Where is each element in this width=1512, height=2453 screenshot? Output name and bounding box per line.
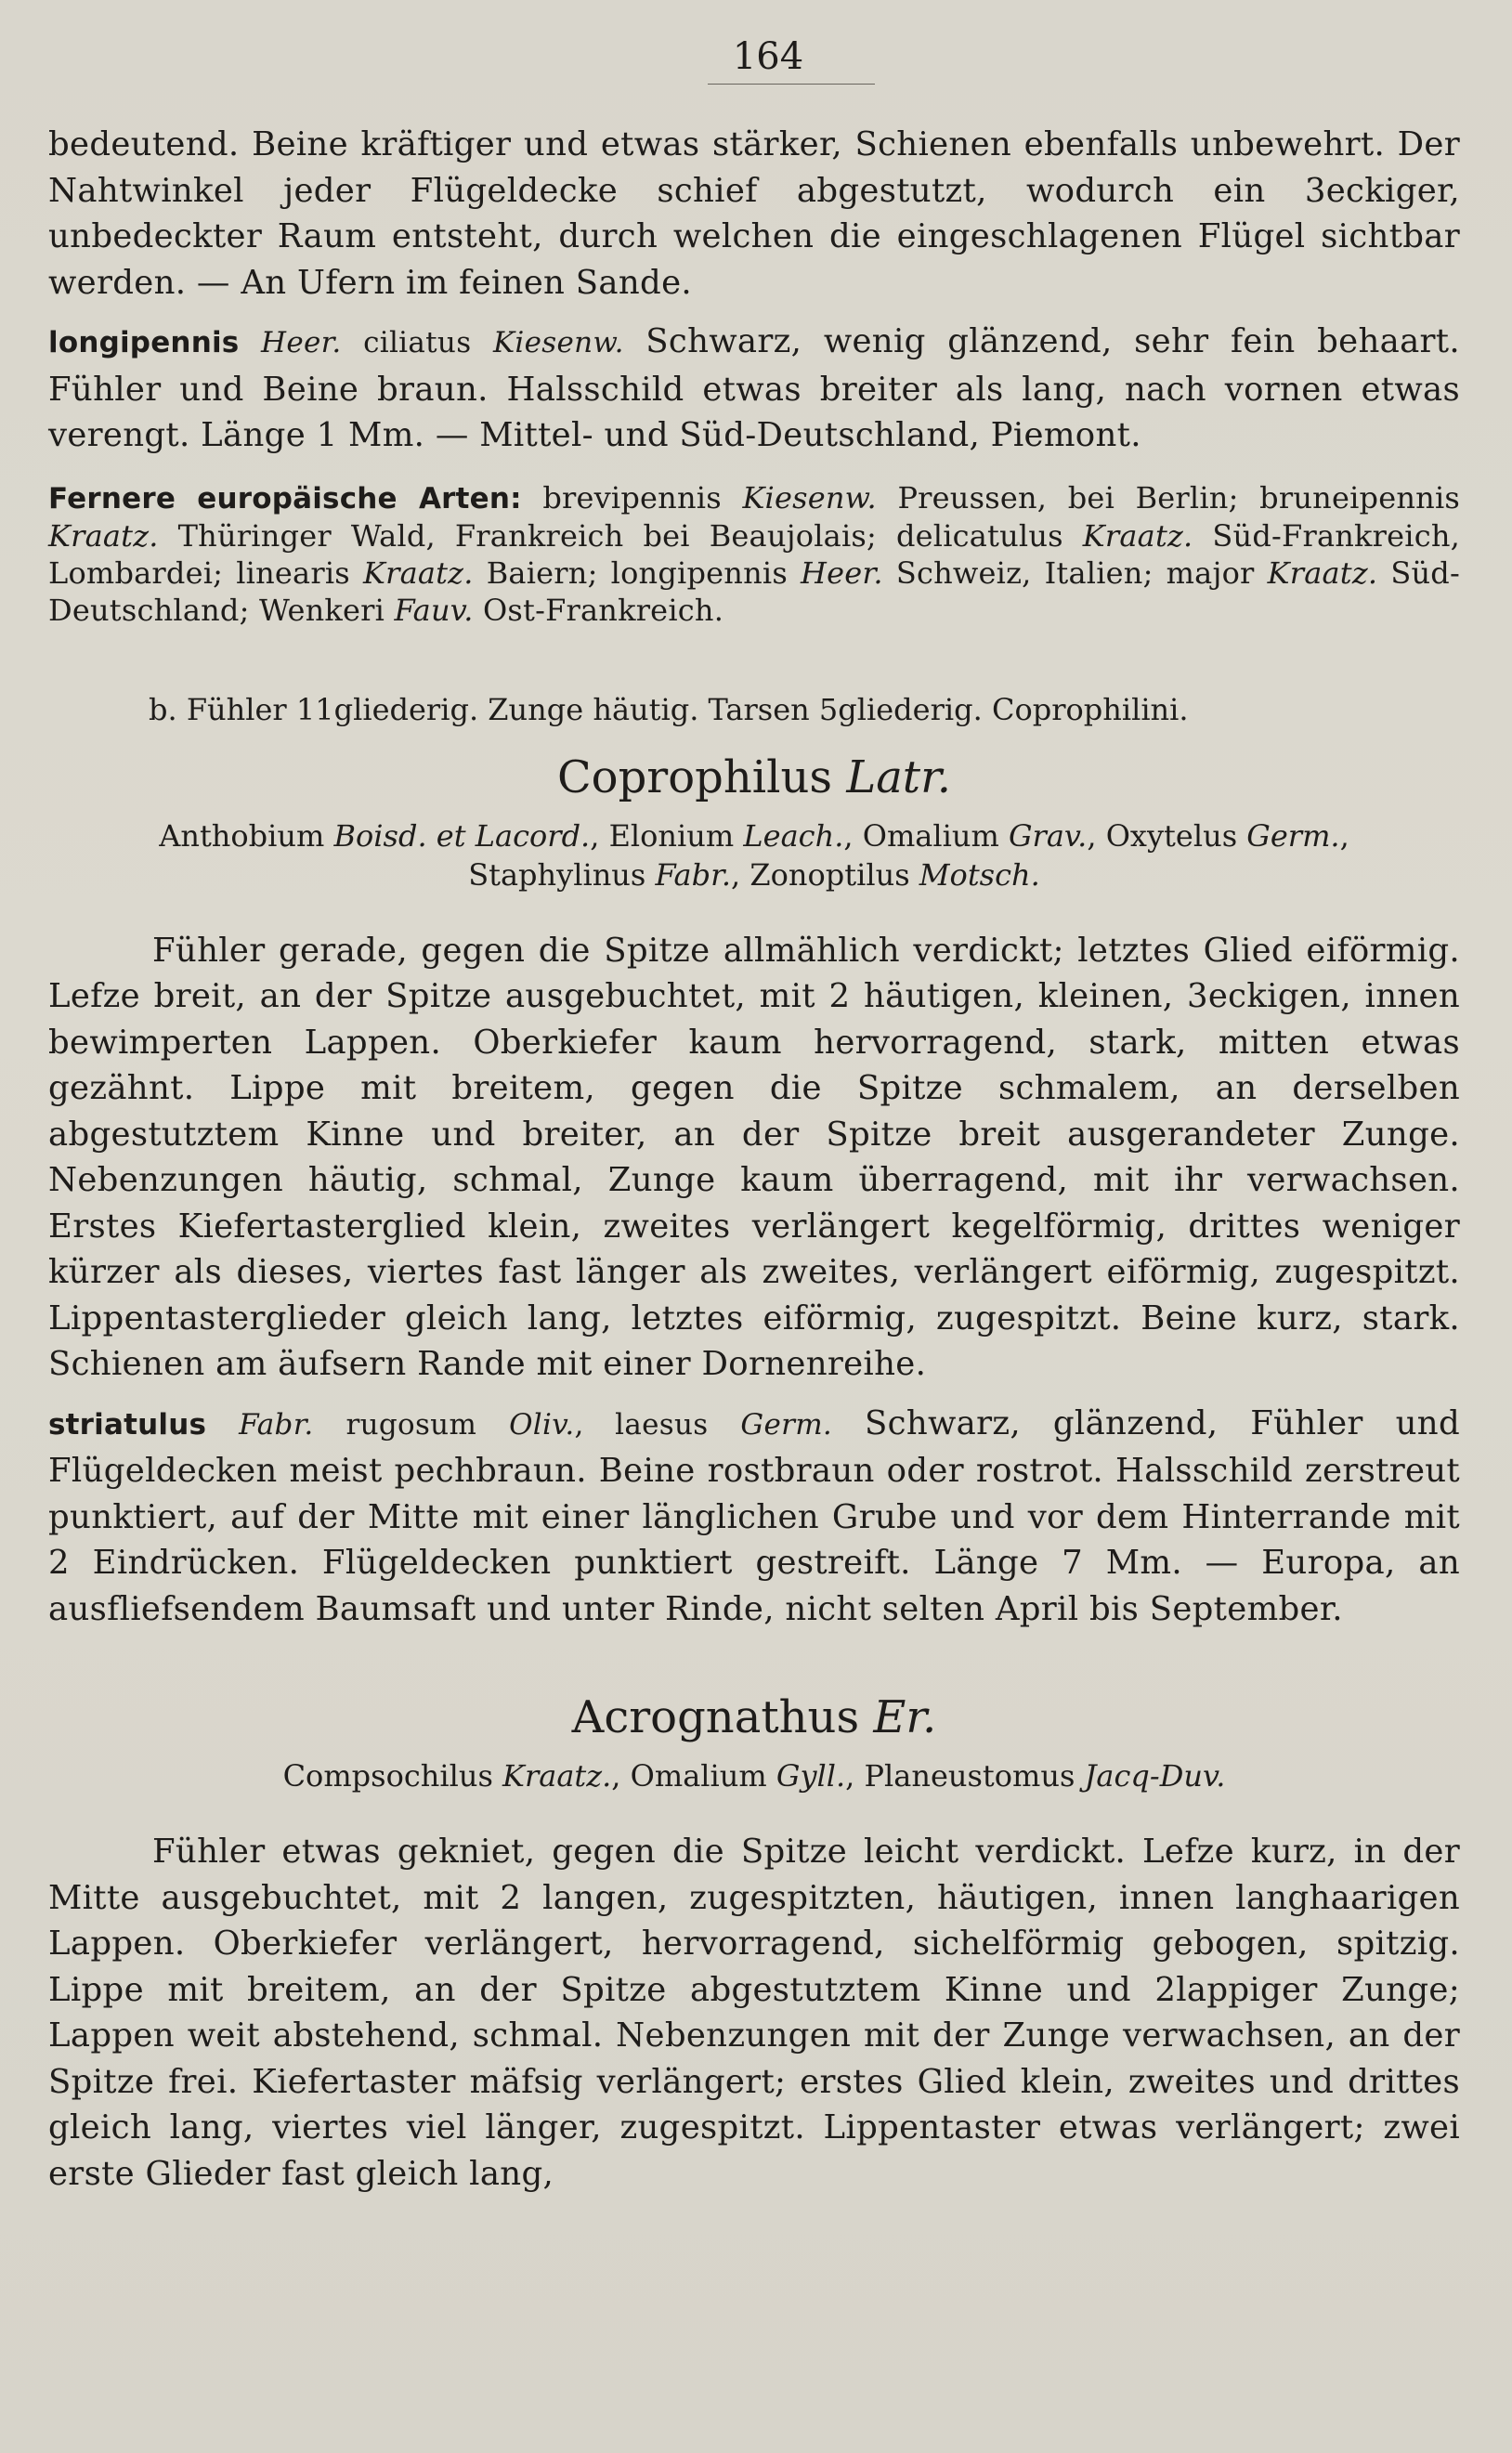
list-text: Preussen, bei Berlin; bruneipennis — [897, 479, 1461, 515]
genus-author: Er. — [873, 1691, 937, 1743]
synonym-author: Gyll. — [776, 1758, 846, 1794]
species-entry-striatulus — [48, 1401, 1460, 1633]
synonym-author: Kiesenw. — [492, 326, 624, 359]
synonym-author: Oliv. — [509, 1407, 575, 1442]
further-species-list — [48, 479, 1460, 629]
page-number: 164 — [732, 35, 804, 78]
synonym-author: Germ. — [1246, 817, 1340, 854]
list-text: Süd-Frankreich, Lombardei; linearis — [48, 517, 1460, 591]
species-name: striatulus — [48, 1407, 207, 1442]
synonym-name: , Omalium — [611, 1758, 767, 1794]
paragraph-continuation: bedeutend. Beine kräftiger und etwas stärker, Schienen ebenfalls unbewehrt. Der Nahtwinkel jeder Flügeldecke schief abgestutzt, wodurch ein 3eckiger, unbedeckter Raum entsteht, durch welchen die eingeschlagenen Flügel sichtbar werden. — An Ufern im feinen Sande. — [48, 125, 1460, 302]
synonym-author: Boisd. et Lacord. — [333, 817, 591, 854]
genus-synonyms-coprophilus — [48, 816, 1460, 894]
list-author: Kraatz. — [1082, 517, 1193, 554]
list-text: Thüringer Wald, Frankreich bei Beaujolais; delicatulus — [177, 517, 1063, 554]
list-author: Kiesenw. — [742, 479, 877, 515]
list-author: Kraatz. — [1267, 555, 1378, 591]
genus-author: Latr. — [846, 750, 952, 803]
synonym-name: , Zonoptilus — [731, 856, 910, 893]
genus-heading-coprophilus — [48, 750, 1460, 805]
genus-synonyms-acrognathus — [48, 1756, 1460, 1795]
synonym-name: , Omalium — [843, 817, 999, 854]
synonym-author: Leach. — [743, 817, 844, 854]
synonym-author: Kraatz. — [502, 1758, 612, 1794]
header-rule — [708, 84, 875, 85]
genus-heading-acrognathus — [48, 1690, 1460, 1745]
genus-description-acrognathus: Fühler etwas gekniet, gegen die Spitze leicht verdickt. Lefze kurz, in der Mitte ausgebuchtet, mit 2 langen, zugespitzten, häutigen, innen langhaarigen Lappen. Oberkiefer verlängert, hervorragend, sichelförmig gebogen, spitzig. Lippe mit breitem, an der Spitze abgestutztem Kinne und 2lappiger Zunge; Lappen weit abstehend, schmal. Nebenzungen mit der Zunge verwachsen, an der Spitze frei. Kiefertaster mäfsig verlängert; erstes Glied klein, zweites und drittes gleich lang, viertes viel länger, zugespitzt. Lippentaster etwas verlängert; zwei erste Glieder fast gleich lang, — [48, 1833, 1460, 2193]
genus-name: Acrognathus — [571, 1691, 860, 1743]
list-text: Schweiz, Italien; major — [895, 555, 1255, 591]
genus-description-coprophilus: Fühler gerade, gegen die Spitze allmählich verdickt; letztes Glied eiförmig. Lefze breit, an der Spitze ausgebuchtet, mit 2 häutigen, kleinen, 3eckigen, innen bewimperten Lappen. Oberkiefer kaum hervorragend, stark, mitten etwas gezähnt. Lippe mit breitem, gegen die Spitze schmalem, an derselben abgestutztem Kinne und breiter, an der Spitze breit ausgerandeter Zunge. Nebenzungen häutig, schmal, Zunge kaum überragend, mit ihr verwachsen. Erstes Kiefertasterglied klein, zweites verlängert kegelförmig, drittes weniger kürzer als dieses, viertes fast länger als zweites, verlängert eiförmig, zugespitzt. Lippentasterglieder gleich lang, letztes eiförmig, zugespitzt. Beine kurz, stark. Schienen am äufsern Rande mit einer Dornenreihe. — [48, 931, 1460, 1383]
species-entry-longipennis — [48, 319, 1460, 459]
synonym-author: Jacq-Duv. — [1084, 1758, 1226, 1794]
species-author: Heer. — [261, 326, 342, 359]
species-description: Schwarz, wenig glänzend, sehr fein behaart. Fühler und Beine braun. Halsschild etwas breiter als lang, nach vornen etwas verengt. Länge 1 Mm. — Mittel- und Süd-Deutschland, Piemont. — [48, 322, 1460, 454]
synonym-author: Motsch. — [919, 856, 1040, 893]
synonym-name: Compsochilus — [282, 1758, 493, 1794]
list-author: Kraatz. — [48, 517, 159, 554]
list-text: Baiern; longipennis — [486, 555, 788, 591]
synonym-name: rugosum — [345, 1407, 477, 1442]
list-author: Heer. — [801, 555, 883, 591]
synonym-name: , Oxytelus — [1087, 817, 1238, 854]
species-description: Schwarz, glänzend, Fühler und Flügeldecken meist pechbraun. Beine rostbraun oder rostrot. Halsschild zerstreut punktiert, auf der Mitte mit einer länglichen Grube und vor dem Hinterrande mit 2 Eindrücken. Flügeldecken punktiert gestreift. Länge 7 Mm. — Europa, an ausfliefsendem Baumsaft und unter Rinde, nicht selten April bis September. — [48, 1403, 1460, 1628]
synonym-name: , Staphylinus — [468, 817, 1349, 893]
species-author: Fabr. — [239, 1407, 314, 1442]
list-text: Süd-Deutschland; Wenkeri — [48, 555, 1460, 628]
synonym-name: , laesus — [574, 1407, 709, 1442]
species-name: longipennis — [48, 326, 240, 359]
genus-name: Coprophilus — [556, 750, 833, 803]
further-species-heading: Fernere europäische Arten: — [48, 481, 522, 515]
list-author: Fauv. — [394, 592, 474, 628]
list-author: Kraatz. — [362, 555, 474, 591]
list-text: brevipennis — [542, 479, 722, 515]
synonym-name: , Planeustomus — [845, 1758, 1075, 1794]
synonym-author: Grav. — [1008, 817, 1088, 854]
synonym-author: Germ. — [740, 1407, 833, 1442]
synonym-name: Anthobium — [159, 817, 325, 854]
synonym-name: ciliatus — [363, 326, 472, 359]
group-subheading: b. Fühler 11gliederig. Zunge häutig. Tarsen 5gliederig. Coprophilini. — [149, 691, 1189, 727]
synonym-author: Fabr. — [655, 856, 732, 893]
synonym-name: , Elonium — [590, 817, 735, 854]
list-text: Ost-Frankreich. — [482, 592, 724, 628]
